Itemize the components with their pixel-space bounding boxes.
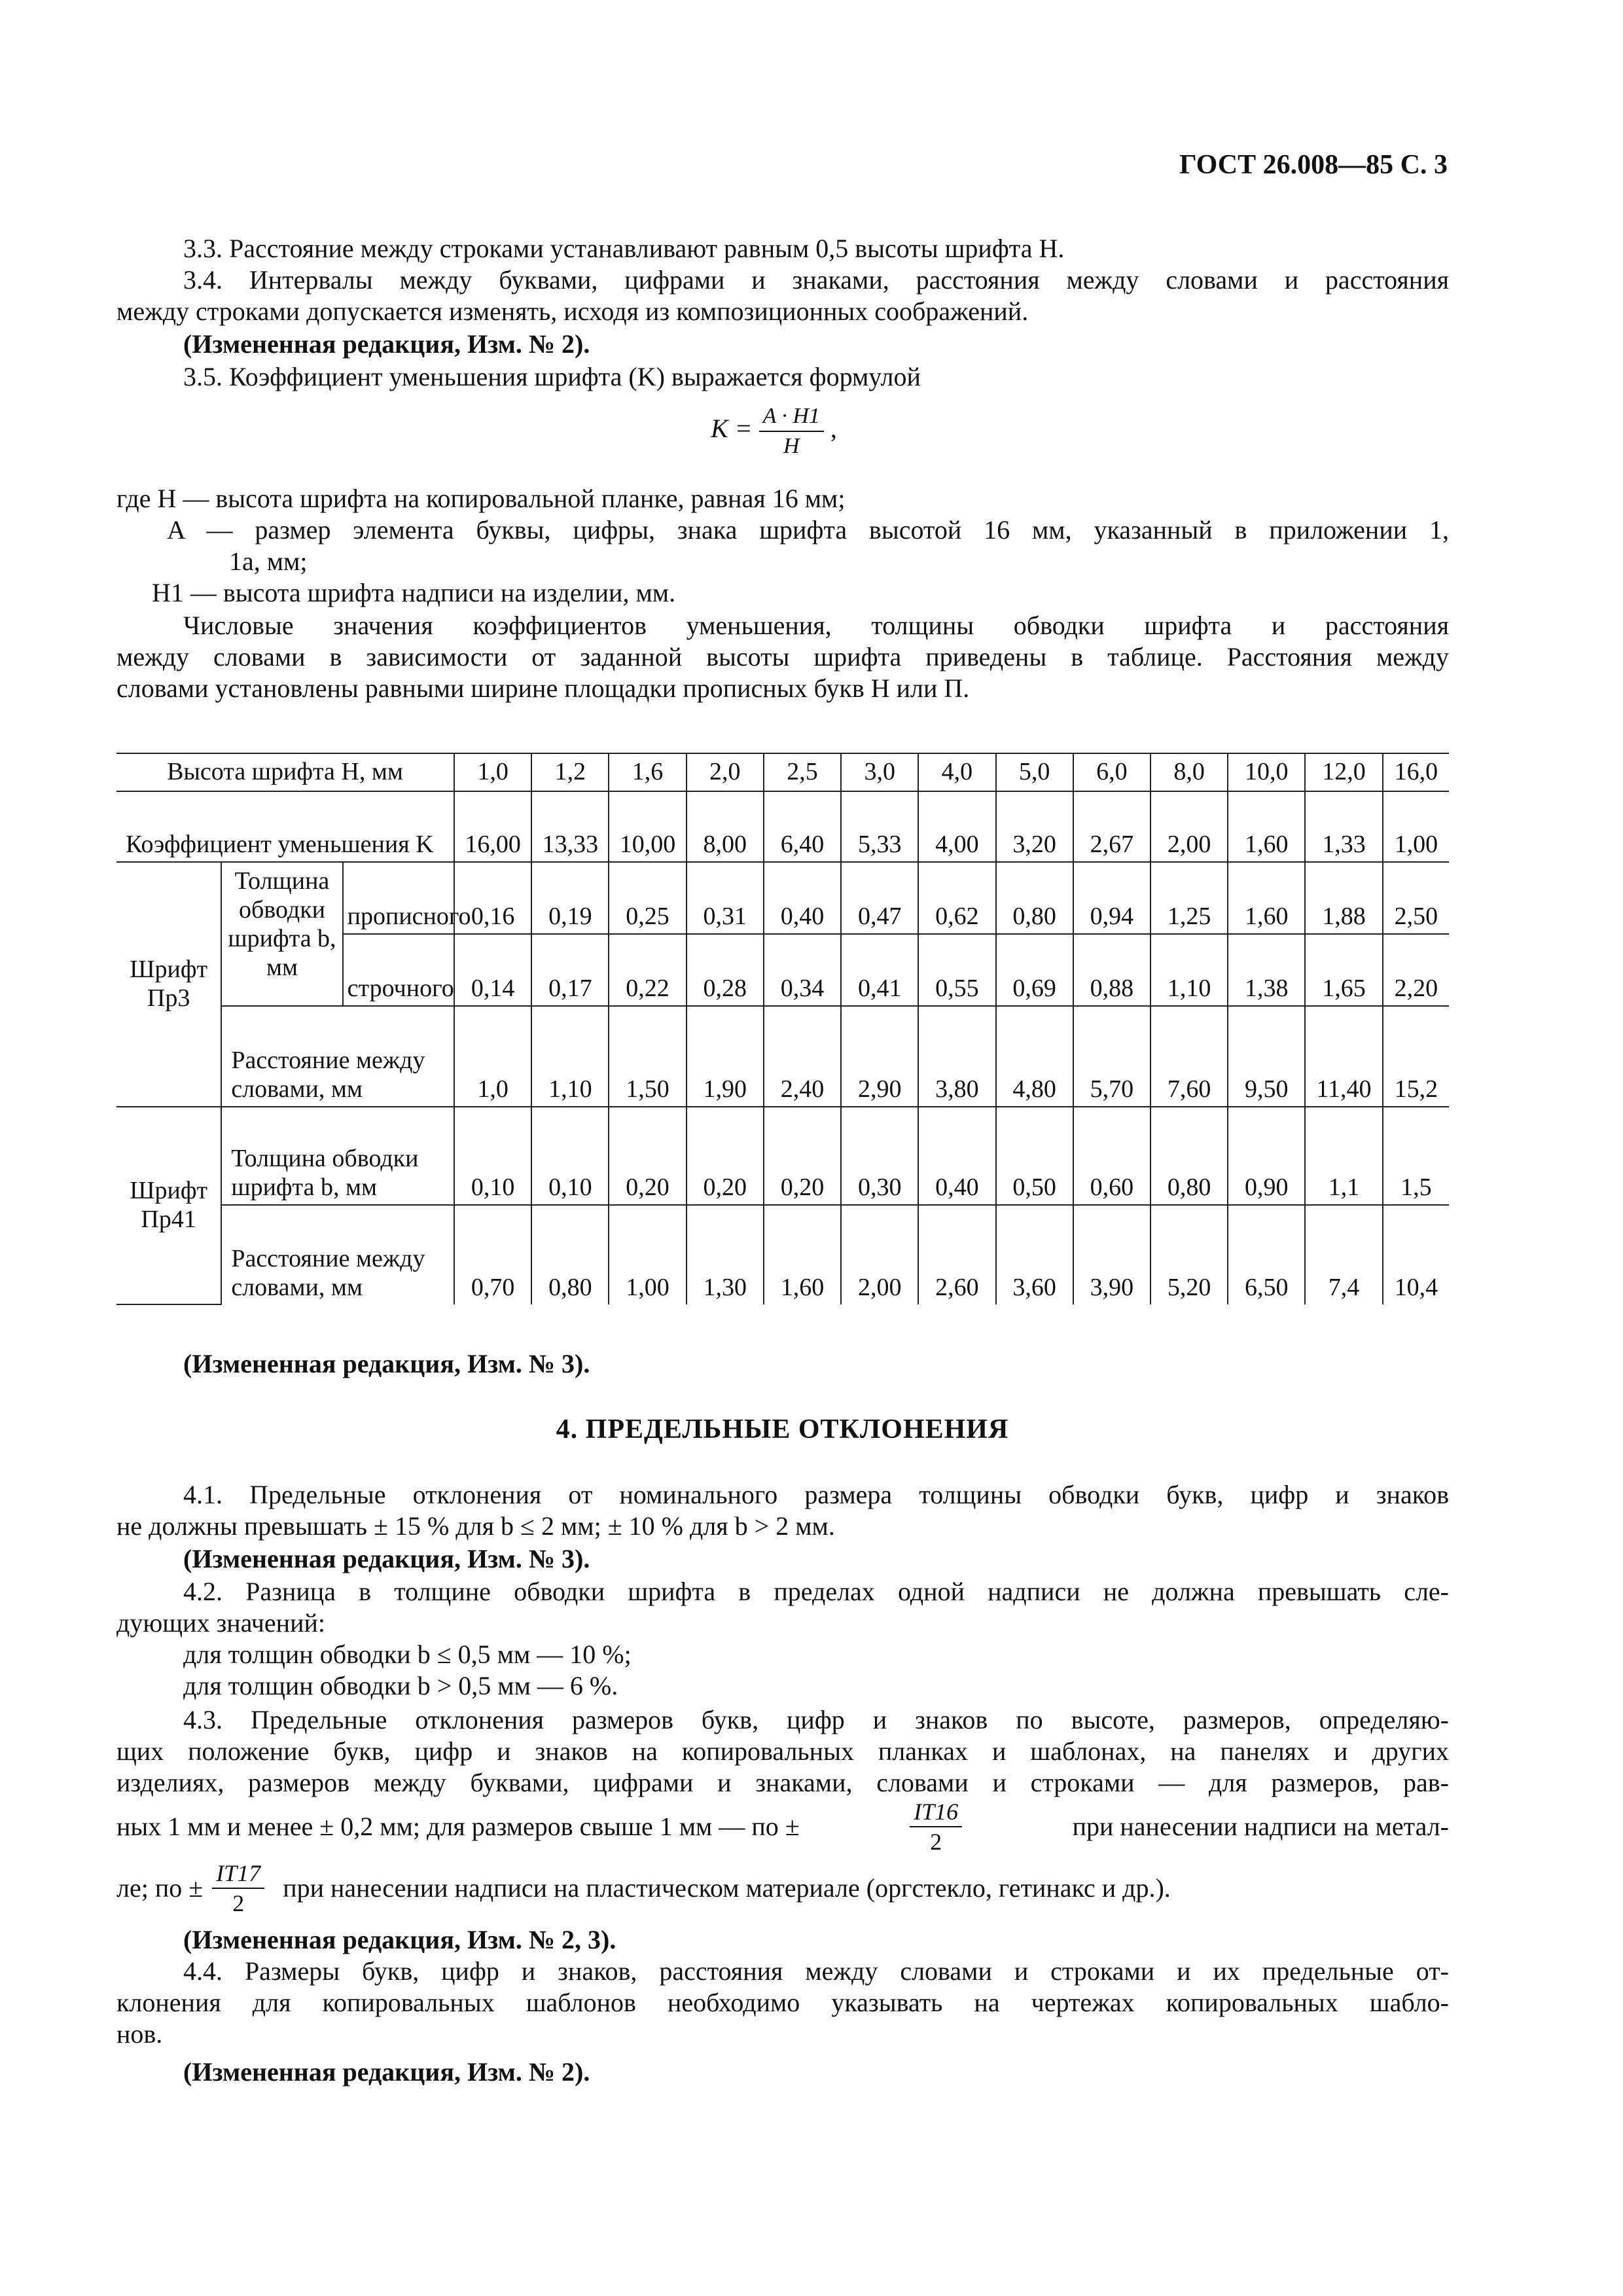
table-cell: 0,80	[996, 862, 1073, 934]
table-cell: 1,38	[1228, 934, 1305, 1006]
table-cell: 1,2	[531, 753, 609, 791]
table-cell: 1,6	[609, 753, 686, 791]
table-cell: 1,0	[454, 753, 531, 791]
revision-note: (Измененная редакция, Изм. № 3).	[183, 1349, 590, 1378]
table-cell: 11,40	[1305, 1006, 1382, 1107]
paragraph-3-3: 3.3. Расстояние между строками устанавливают равным 0,5 высоты шрифта H.	[183, 234, 1065, 263]
table-cell: 0,20	[687, 1107, 764, 1205]
table-cell: 0,25	[609, 862, 686, 934]
table-cell: 0,19	[531, 862, 609, 934]
paragraph-4-4-line2: клонения для копировальных шаблонов необходимо указывать на чертежах копировальных шабло-	[116, 1988, 1449, 2017]
table-cell: 12,0	[1305, 753, 1382, 791]
table-cell: 1,33	[1305, 791, 1382, 862]
paragraph-3-4-line1: 3.4. Интервалы между буквами, цифрами и знаками, расстояния между словами и расстояния	[183, 265, 1449, 295]
paragraph-4-1-line1: 4.1. Предельные отклонения от номинального размера толщины обводки букв, цифр и знаков	[183, 1480, 1449, 1509]
table-cell: 6,40	[764, 791, 841, 862]
p43-l5-text-b: при нанесении надписи на пластическом материале (оргстекло, гетинакс и др.).	[283, 1873, 1171, 1903]
table-cell: 2,60	[918, 1205, 995, 1304]
table-cell: 1,60	[1228, 791, 1305, 862]
page-header: ГОСТ 26.008—85 С. 3	[1179, 150, 1448, 180]
table-cell: 1,25	[1150, 862, 1228, 934]
table-cell: 1,00	[609, 1205, 686, 1304]
table-cell: 3,80	[918, 1006, 995, 1107]
table-cell: 1,00	[1383, 791, 1449, 862]
table-cell: 0,40	[918, 1107, 995, 1205]
table-cell: 1,10	[531, 1006, 609, 1107]
paragraph-4-1-line2: не должны превышать ± 15 % для b ≤ 2 мм; ± 10 % для b > 2 мм.	[116, 1511, 835, 1541]
table-cell: 9,50	[1228, 1006, 1305, 1107]
table-cell: 5,0	[996, 753, 1073, 791]
table-cell: 0,80	[531, 1205, 609, 1304]
table-cell: 13,33	[531, 791, 609, 862]
table-row	[116, 753, 1449, 791]
table-cell: 0,20	[764, 1107, 841, 1205]
table-cell: 3,60	[996, 1205, 1073, 1304]
fraction-it17-numerator: IT17	[212, 1859, 264, 1889]
table-cell: 5,33	[841, 791, 918, 862]
stroke-label: Толщина обводки шрифта b, мм	[221, 862, 342, 1006]
table-cell: 0,17	[531, 934, 609, 1006]
paragraph-3-4-line2: между строками допускается изменять, исходя из композиционных соображений.	[116, 296, 1029, 326]
table-cell: 7,4	[1305, 1205, 1382, 1304]
table-cell: 0,62	[918, 862, 995, 934]
formula-tail: ,	[830, 414, 837, 444]
table-cell: 0,31	[687, 862, 764, 934]
table-cell: 3,90	[1073, 1205, 1150, 1304]
formula-lhs: K =	[711, 414, 753, 444]
formula-denominator: H	[783, 434, 800, 458]
table-cell: 0,80	[1150, 1107, 1228, 1205]
table-cell: 1,90	[687, 1006, 764, 1107]
table-row	[116, 1107, 1449, 1205]
paragraph-4-3-line5	[116, 1859, 1171, 1918]
paragraph-4-2-line2: дующих значений:	[116, 1608, 326, 1638]
table-cell: 0,20	[609, 1107, 686, 1205]
table-cell: 10,0	[1228, 753, 1305, 791]
table-cell: 3,20	[996, 791, 1073, 862]
table-cell: 0,40	[764, 862, 841, 934]
formula	[711, 402, 837, 461]
table-cell: 8,0	[1150, 753, 1228, 791]
upper-label: прописного	[343, 862, 454, 934]
fraction-it16-denominator: 2	[930, 1829, 942, 1855]
table-cell: 1,88	[1305, 862, 1382, 934]
table-cell: 1,30	[687, 1205, 764, 1304]
table-cell: 0,70	[454, 1205, 531, 1304]
table-cell: 2,00	[841, 1205, 918, 1304]
table-cell: 2,90	[841, 1006, 918, 1107]
paragraph-4-3-line1: 4.3. Предельные отклонения размеров букв, цифр и знаков по высоте, размеров, определяю-	[183, 1705, 1449, 1734]
table-cell: 7,60	[1150, 1006, 1228, 1107]
table-cell: 2,20	[1383, 934, 1449, 1006]
table-header-label: Высота шрифта H, мм	[116, 753, 454, 791]
paragraph-4-3-line2: щих положение букв, цифр и знаков на копировальных планках и шаблонах, на панелях и других	[116, 1736, 1449, 1766]
table-cell: 0,60	[1073, 1107, 1150, 1205]
table-cell: 5,20	[1150, 1205, 1228, 1304]
table-cell: 0,41	[841, 934, 918, 1006]
font-parameters-table	[116, 753, 1449, 1305]
paragraph-3-5: 3.5. Коэффициент уменьшения шрифта (K) выражается формулой	[183, 362, 921, 391]
table-cell: 1,50	[609, 1006, 686, 1107]
table-cell: 6,50	[1228, 1205, 1305, 1304]
table-cell: 0,47	[841, 862, 918, 934]
revision-note: (Измененная редакция, Изм. № 2, 3).	[183, 1925, 616, 1954]
table-cell: 2,67	[1073, 791, 1150, 862]
fraction-it16-numerator: IT16	[910, 1797, 962, 1827]
formula-numerator: A · H1	[759, 402, 824, 432]
paragraph-numeric-line2: между словами в зависимости от заданной высоты шрифта приведены в таблице. Расстояния между	[116, 642, 1449, 672]
pr3-space-label: Расстояние между словами, мм	[221, 1006, 454, 1107]
table-cell: 5,70	[1073, 1006, 1150, 1107]
table-cell: 3,0	[841, 753, 918, 791]
table-cell: 0,94	[1073, 862, 1150, 934]
paragraph-numeric-line3: словами установлены равными ширине площадки прописных букв Н или П.	[116, 673, 970, 703]
table-cell: 2,0	[687, 753, 764, 791]
table-cell: 15,2	[1383, 1006, 1449, 1107]
table-cell: 0,50	[996, 1107, 1073, 1205]
table-cell: 2,00	[1150, 791, 1228, 862]
table-cell: 1,5	[1383, 1107, 1449, 1205]
table-cell: 0,30	[841, 1107, 918, 1205]
table-cell: 1,10	[1150, 934, 1228, 1006]
paragraph-numeric-line1: Числовые значения коэффициентов уменьшения, толщины обводки шрифта и расстояния	[183, 611, 1449, 640]
where-h: где H — высота шрифта на копировальной планке, равная 16 мм;	[116, 484, 846, 513]
table-cell: 0,22	[609, 934, 686, 1006]
fraction-it17-denominator: 2	[232, 1890, 245, 1916]
pr41-space-label: Расстояние между словами, мм	[221, 1205, 454, 1304]
table-cell: 1,60	[764, 1205, 841, 1304]
table-row	[116, 862, 1449, 934]
table-cell: 6,0	[1073, 753, 1150, 791]
table-cell: 1,1	[1305, 1107, 1382, 1205]
table-cell: 0,55	[918, 934, 995, 1006]
paragraph-4-3-line3: изделиях, размеров между буквами, цифрами и знаками, словами и строками — для размеров, рав-	[116, 1768, 1449, 1797]
where-a-line1: A — размер элемента буквы, цифры, знака шрифта высотой 16 мм, указанный в приложении 1,	[167, 515, 1449, 545]
table-cell: 0,90	[1228, 1107, 1305, 1205]
table-cell: 2,40	[764, 1006, 841, 1107]
table-cell: 8,00	[687, 791, 764, 862]
paragraph-4-2-line4: для толщин обводки b > 0,5 мм — 6 %.	[183, 1671, 618, 1700]
pr3-label: Шрифт Пр3	[116, 862, 221, 1107]
pr41-stroke-label: Толщина обводки шрифта b, мм	[221, 1107, 454, 1205]
table-cell: 1,65	[1305, 934, 1382, 1006]
k-label: Коэффициент уменьшения K	[116, 791, 454, 862]
table-cell: 4,00	[918, 791, 995, 862]
table-row	[116, 1006, 1449, 1107]
where-a-line2: 1а, мм;	[229, 547, 308, 576]
table-cell: 2,5	[764, 753, 841, 791]
paragraph-4-4-line3: нов.	[116, 2019, 163, 2049]
table-row	[116, 1205, 1449, 1304]
table-cell: 0,28	[687, 934, 764, 1006]
table-cell: 4,80	[996, 1006, 1073, 1107]
table-cell: 0,34	[764, 934, 841, 1006]
table-cell: 1,0	[454, 1006, 531, 1107]
table-cell: 0,10	[531, 1107, 609, 1205]
p43-l5-text-a: ле; по ±	[116, 1873, 204, 1903]
paragraph-4-4-line1: 4.4. Размеры букв, цифр и знаков, расстояния между словами и строками и их предельные от-	[183, 1956, 1449, 1986]
where-h1: H1 — высота шрифта надписи на изделии, мм.	[152, 578, 676, 607]
table-cell: 10,4	[1394, 1274, 1438, 1301]
table-cell: 2,50	[1383, 862, 1449, 934]
table-cell: 16,0	[1383, 753, 1449, 791]
revision-note: (Измененная редакция, Изм. № 2).	[183, 329, 590, 359]
table-cell: 4,0	[918, 753, 995, 791]
lower-label: строчного	[343, 934, 454, 1006]
pr41-label: Шрифт Пр41	[116, 1107, 221, 1304]
paragraph-4-2-line1: 4.2. Разница в толщине обводки шрифта в пределах одной надписи не должна превышать сле-	[183, 1577, 1449, 1606]
table-row	[116, 791, 1449, 862]
table-cell: 1,60	[1228, 862, 1305, 934]
revision-note: (Измененная редакция, Изм. № 3).	[183, 1544, 590, 1573]
section-4-heading: 4. ПРЕДЕЛЬНЫЕ ОТКЛОНЕНИЯ	[556, 1414, 1009, 1444]
table-cell: 0,10	[454, 1107, 531, 1205]
table-cell: 16,00	[454, 791, 531, 862]
paragraph-4-2-line3: для толщин обводки b ≤ 0,5 мм — 10 %;	[183, 1640, 632, 1669]
p43-l4-text-b: при нанесении надписи на метал-	[1072, 1812, 1449, 1841]
revision-note: (Измененная редакция, Изм. № 2).	[183, 2057, 590, 2087]
table-cell: 0,16	[454, 862, 531, 934]
table-cell: 0,69	[996, 934, 1073, 1006]
p43-l4-text-a: ных 1 мм и менее ± 0,2 мм; для размеров свыше 1 мм — по ±	[116, 1812, 800, 1841]
table-cell: 10,00	[609, 791, 686, 862]
paragraph-4-3-line4	[116, 1797, 1449, 1856]
table-cell: 0,88	[1073, 934, 1150, 1006]
table-cell: 0,14	[454, 934, 531, 1006]
